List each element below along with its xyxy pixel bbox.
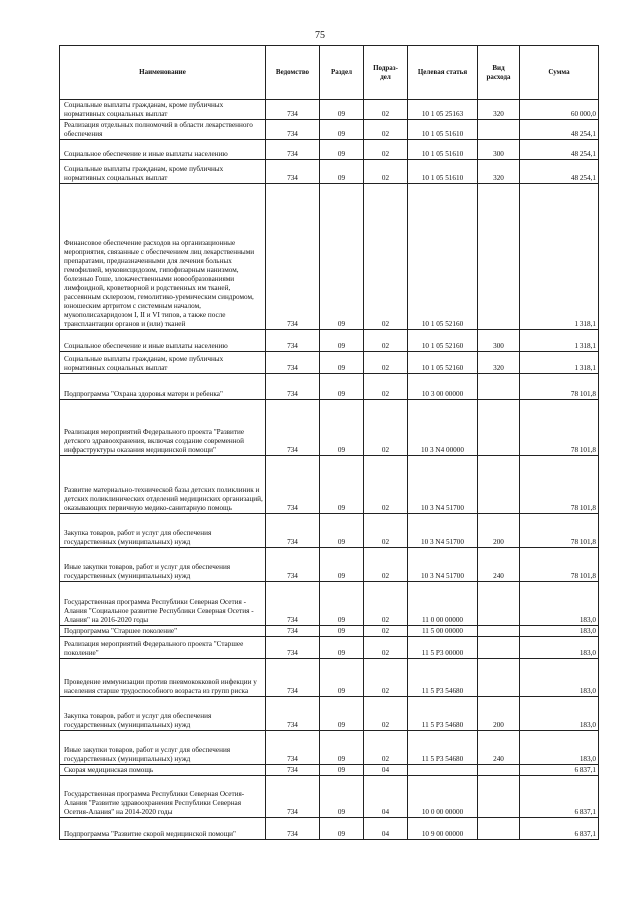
cell-razdel: 09 xyxy=(320,140,364,160)
cell-celevaya-statya: 10 1 05 51610 xyxy=(408,120,478,140)
cell-podrazdel: 02 xyxy=(364,731,408,765)
cell-vedomstvo: 734 xyxy=(266,659,320,697)
cell-vid-rashoda xyxy=(478,400,520,456)
cell-name: Закупка товаров, работ и услуг для обеспечения государственных (муниципальных) нужд xyxy=(60,697,266,731)
cell-vid-rashoda xyxy=(478,184,520,330)
cell-summa: 78 101,8 xyxy=(520,400,599,456)
cell-podrazdel: 02 xyxy=(364,140,408,160)
cell-podrazdel: 02 xyxy=(364,120,408,140)
cell-summa: 78 101,8 xyxy=(520,374,599,400)
cell-vedomstvo: 734 xyxy=(266,330,320,352)
cell-celevaya-statya: 10 9 00 00000 xyxy=(408,818,478,840)
cell-summa: 183,0 xyxy=(520,731,599,765)
cell-celevaya-statya: 11 5 P3 54680 xyxy=(408,659,478,697)
cell-summa: 6 837,1 xyxy=(520,765,599,776)
cell-summa: 183,0 xyxy=(520,697,599,731)
cell-podrazdel: 02 xyxy=(364,330,408,352)
table-row xyxy=(60,374,599,400)
cell-podrazdel: 02 xyxy=(364,626,408,637)
cell-vid-rashoda: 320 xyxy=(478,100,520,120)
cell-vid-rashoda: 200 xyxy=(478,697,520,731)
cell-vid-rashoda: 300 xyxy=(478,140,520,160)
table-row xyxy=(60,637,599,659)
cell-name: Скорая медицинская помощь xyxy=(60,765,266,776)
cell-summa: 78 101,8 xyxy=(520,514,599,548)
table-header-row xyxy=(60,46,599,100)
cell-vid-rashoda xyxy=(478,120,520,140)
cell-celevaya-statya: 11 5 P3 54680 xyxy=(408,697,478,731)
cell-summa: 78 101,8 xyxy=(520,548,599,582)
cell-podrazdel: 02 xyxy=(364,582,408,626)
cell-razdel: 09 xyxy=(320,184,364,330)
cell-summa: 183,0 xyxy=(520,626,599,637)
cell-razdel: 09 xyxy=(320,352,364,374)
table-row xyxy=(60,659,599,697)
cell-razdel: 09 xyxy=(320,120,364,140)
table-row xyxy=(60,456,599,514)
cell-celevaya-statya: 10 3 N4 00000 xyxy=(408,400,478,456)
cell-summa: 78 101,8 xyxy=(520,456,599,514)
cell-summa: 183,0 xyxy=(520,659,599,697)
cell-vedomstvo: 734 xyxy=(266,765,320,776)
cell-celevaya-statya: 10 3 N4 51700 xyxy=(408,456,478,514)
cell-name: Подпрограмма "Развитие скорой медицинской помощи" xyxy=(60,818,266,840)
cell-celevaya-statya: 11 5 P3 00000 xyxy=(408,637,478,659)
cell-razdel: 09 xyxy=(320,765,364,776)
table-row xyxy=(60,765,599,776)
cell-vedomstvo: 734 xyxy=(266,697,320,731)
cell-name: Реализация мероприятий Федерального проекта "Старшее поколение" xyxy=(60,637,266,659)
cell-vedomstvo: 734 xyxy=(266,818,320,840)
cell-vedomstvo: 734 xyxy=(266,374,320,400)
cell-vid-rashoda xyxy=(478,637,520,659)
cell-podrazdel: 02 xyxy=(364,400,408,456)
cell-razdel: 09 xyxy=(320,456,364,514)
cell-razdel: 09 xyxy=(320,697,364,731)
cell-summa: 1 318,1 xyxy=(520,352,599,374)
cell-celevaya-statya: 11 0 00 00000 xyxy=(408,582,478,626)
cell-vid-rashoda: 200 xyxy=(478,514,520,548)
cell-summa: 183,0 xyxy=(520,582,599,626)
table-row xyxy=(60,626,599,637)
cell-name: Подпрограмма "Старшее поколение" xyxy=(60,626,266,637)
cell-podrazdel: 02 xyxy=(364,184,408,330)
header-summa: Сумма xyxy=(520,46,599,100)
table-row xyxy=(60,140,599,160)
cell-celevaya-statya xyxy=(408,765,478,776)
cell-celevaya-statya: 10 3 N4 51700 xyxy=(408,514,478,548)
cell-razdel: 09 xyxy=(320,818,364,840)
cell-podrazdel: 02 xyxy=(364,352,408,374)
cell-celevaya-statya: 10 0 00 00000 xyxy=(408,776,478,818)
cell-razdel: 09 xyxy=(320,659,364,697)
cell-celevaya-statya: 11 5 P3 54680 xyxy=(408,731,478,765)
cell-name: Социальные выплаты гражданам, кроме публичных нормативных социальных выплат xyxy=(60,100,266,120)
table-row xyxy=(60,582,599,626)
cell-vedomstvo: 734 xyxy=(266,100,320,120)
cell-name: Иные закупки товаров, работ и услуг для обеспечения государственных (муниципальных) нужд xyxy=(60,548,266,582)
cell-celevaya-statya: 10 1 05 25163 xyxy=(408,100,478,120)
cell-razdel: 09 xyxy=(320,400,364,456)
table-body xyxy=(60,100,599,840)
table-row xyxy=(60,776,599,818)
cell-podrazdel: 02 xyxy=(364,160,408,184)
cell-vedomstvo: 734 xyxy=(266,731,320,765)
header-vid-rashoda: Вид расхода xyxy=(478,46,520,100)
cell-razdel: 09 xyxy=(320,160,364,184)
cell-razdel: 09 xyxy=(320,330,364,352)
cell-razdel: 09 xyxy=(320,548,364,582)
table-row xyxy=(60,330,599,352)
cell-name: Проведение иммунизации против пневмококковой инфекции у населения старше трудоспособного возраста из групп риска xyxy=(60,659,266,697)
page-number: 75 xyxy=(315,30,325,41)
cell-name: Подпрограмма "Охрана здоровья матери и ребенка" xyxy=(60,374,266,400)
cell-name: Закупка товаров, работ и услуг для обеспечения государственных (муниципальных) нужд xyxy=(60,514,266,548)
cell-vid-rashoda xyxy=(478,659,520,697)
cell-razdel: 09 xyxy=(320,626,364,637)
table-row xyxy=(60,160,599,184)
cell-podrazdel: 04 xyxy=(364,776,408,818)
budget-table xyxy=(59,45,599,840)
table-row xyxy=(60,731,599,765)
cell-razdel: 09 xyxy=(320,100,364,120)
cell-podrazdel: 02 xyxy=(364,100,408,120)
cell-vedomstvo: 734 xyxy=(266,352,320,374)
cell-podrazdel: 02 xyxy=(364,637,408,659)
cell-celevaya-statya: 10 1 05 52160 xyxy=(408,330,478,352)
cell-name: Социальные выплаты гражданам, кроме публичных нормативных социальных выплат xyxy=(60,352,266,374)
table-row xyxy=(60,697,599,731)
table-row xyxy=(60,120,599,140)
table-row xyxy=(60,100,599,120)
table-row xyxy=(60,514,599,548)
cell-name: Финансовое обеспечение расходов на организационные мероприятия, связанные с обеспечением лиц лекарственными препаратами, предназначенными для лечения больных гемофилией, муковисцидозом, гипофизарным нанизмом, болезнью Гоше, злокачественными новообразованиями лимфоидной, кроветворной и родственных им тканей, рассеянным склерозом, гемолитико-уремическим синдромом, юношеским артритом с системным началом, мукополисахаридозом I, II и VI типов, а также после трансплантации органов и (или) тканей xyxy=(60,184,266,330)
cell-razdel: 09 xyxy=(320,582,364,626)
cell-vid-rashoda xyxy=(478,776,520,818)
cell-vid-rashoda: 320 xyxy=(478,352,520,374)
cell-name: Социальное обеспечение и иные выплаты населению xyxy=(60,330,266,352)
cell-vid-rashoda xyxy=(478,626,520,637)
cell-vid-rashoda xyxy=(478,582,520,626)
cell-vedomstvo: 734 xyxy=(266,160,320,184)
cell-celevaya-statya: 10 1 05 51610 xyxy=(408,140,478,160)
cell-vid-rashoda: 240 xyxy=(478,548,520,582)
cell-podrazdel: 04 xyxy=(364,765,408,776)
cell-name: Иные закупки товаров, работ и услуг для обеспечения государственных (муниципальных) нужд xyxy=(60,731,266,765)
cell-name: Реализация отдельных полномочий в области лекарственного обеспечения xyxy=(60,120,266,140)
cell-summa: 48 254,1 xyxy=(520,140,599,160)
cell-name: Реализация мероприятий Федерального проекта "Развитие детского здравоохранения, включая создание современной инфраструктуры оказания медицинской помощи" xyxy=(60,400,266,456)
cell-summa: 48 254,1 xyxy=(520,120,599,140)
cell-razdel: 09 xyxy=(320,776,364,818)
cell-vedomstvo: 734 xyxy=(266,582,320,626)
cell-podrazdel: 04 xyxy=(364,818,408,840)
cell-celevaya-statya: 10 3 N4 51700 xyxy=(408,548,478,582)
cell-summa: 6 837,1 xyxy=(520,776,599,818)
cell-razdel: 09 xyxy=(320,637,364,659)
cell-name: Социальные выплаты гражданам, кроме публичных нормативных социальных выплат xyxy=(60,160,266,184)
header-name: Наименование xyxy=(60,46,266,100)
cell-razdel: 09 xyxy=(320,731,364,765)
cell-vid-rashoda xyxy=(478,818,520,840)
table-row xyxy=(60,818,599,840)
cell-vedomstvo: 734 xyxy=(266,120,320,140)
cell-summa: 1 318,1 xyxy=(520,330,599,352)
cell-podrazdel: 02 xyxy=(364,514,408,548)
cell-celevaya-statya: 10 3 00 00000 xyxy=(408,374,478,400)
cell-celevaya-statya: 10 1 05 52160 xyxy=(408,184,478,330)
cell-podrazdel: 02 xyxy=(364,456,408,514)
cell-vid-rashoda: 240 xyxy=(478,731,520,765)
table-row xyxy=(60,352,599,374)
cell-name: Государственная программа Республики Северная Осетия-Алания "Развитие здравоохранения Республики Северная Осетия-Алания" на 2014-2020 годы xyxy=(60,776,266,818)
cell-podrazdel: 02 xyxy=(364,659,408,697)
cell-summa: 183,0 xyxy=(520,637,599,659)
cell-podrazdel: 02 xyxy=(364,697,408,731)
cell-vedomstvo: 734 xyxy=(266,548,320,582)
cell-vedomstvo: 734 xyxy=(266,456,320,514)
header-razdel: Раздел xyxy=(320,46,364,100)
header-vedomstvo: Ведомство xyxy=(266,46,320,100)
table-row xyxy=(60,400,599,456)
cell-name: Государственная программа Республики Северная Осетия - Алания "Социальное развитие Республики Северная Осетия - Алания" на 2016-2020 годы xyxy=(60,582,266,626)
cell-vedomstvo: 734 xyxy=(266,626,320,637)
table-row xyxy=(60,184,599,330)
table-row xyxy=(60,548,599,582)
cell-summa: 48 254,1 xyxy=(520,160,599,184)
cell-vedomstvo: 734 xyxy=(266,776,320,818)
cell-podrazdel: 02 xyxy=(364,374,408,400)
cell-summa: 6 837,1 xyxy=(520,818,599,840)
cell-razdel: 09 xyxy=(320,374,364,400)
cell-vedomstvo: 734 xyxy=(266,637,320,659)
cell-summa: 1 318,1 xyxy=(520,184,599,330)
cell-vedomstvo: 734 xyxy=(266,184,320,330)
header-celevaya-statya: Целевая статья xyxy=(408,46,478,100)
header-podrazdel: Подраз- дел xyxy=(364,46,408,100)
cell-vid-rashoda xyxy=(478,374,520,400)
cell-name: Социальное обеспечение и иные выплаты населению xyxy=(60,140,266,160)
cell-celevaya-statya: 11 5 00 00000 xyxy=(408,626,478,637)
cell-vedomstvo: 734 xyxy=(266,514,320,548)
cell-vedomstvo: 734 xyxy=(266,140,320,160)
cell-vid-rashoda xyxy=(478,456,520,514)
cell-summa: 60 000,0 xyxy=(520,100,599,120)
cell-vid-rashoda: 300 xyxy=(478,330,520,352)
cell-razdel: 09 xyxy=(320,514,364,548)
cell-vid-rashoda: 320 xyxy=(478,160,520,184)
cell-vid-rashoda xyxy=(478,765,520,776)
cell-vedomstvo: 734 xyxy=(266,400,320,456)
cell-celevaya-statya: 10 1 05 51610 xyxy=(408,160,478,184)
cell-name: Развитие материально-технической базы детских поликлиник и детских поликлинических отделений медицинских организаций, оказывающих первичную медико-санитарную помощь xyxy=(60,456,266,514)
cell-celevaya-statya: 10 1 05 52160 xyxy=(408,352,478,374)
cell-podrazdel: 02 xyxy=(364,548,408,582)
